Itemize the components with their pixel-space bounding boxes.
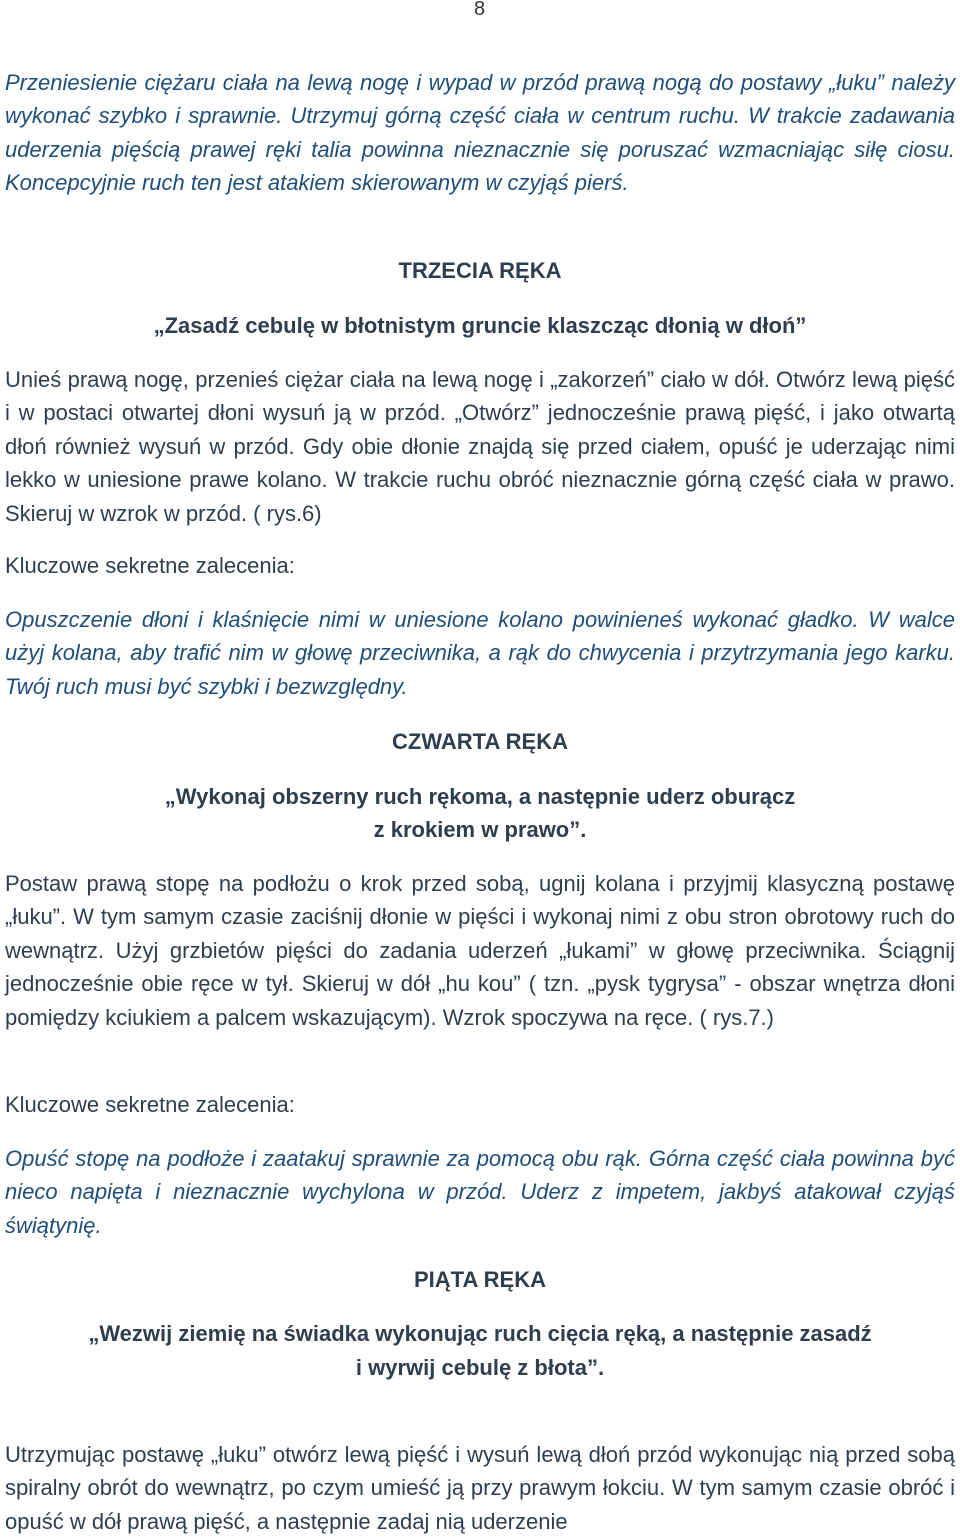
section-body-fifth: Utrzymując postawę „łuku” otwórz lewą pięść i wysuń lewą dłoń przód wykonując nią przed sobą spiralny obrót do wewnątrz, po czym umieść ją przy prawym łokciu. W tym samym czasie obróć i opuść w dół prawą pięść, a następnie zadaj nią uderzenie — [5, 1442, 955, 1534]
key-tips-text-third: Opuszczenie dłoni i klaśnięcie nimi w uniesione kolano powinieneś wykonać gładko. W walce użyj kolana, aby trafić nim w głowę przeciwnika, a rąk do chwycenia i przytrzymania jego karku. Twój ruch musi być szybki i bezwzględny. — [5, 607, 955, 699]
section-heading-third: TRZECIA RĘKA — [398, 258, 562, 283]
intro-paragraph: Przeniesienie ciężaru ciała na lewą nogę i wypad w przód prawą nogą do postawy „łuku” należy wykonać szybko i sprawnie. Utrzymuj górną część ciała w centrum ruchu. W trakcie zadawania uderzenia pięścią prawej ręki talia powinna nieznacznie się poruszać wzmacniając siłę ciosu. Koncepcyjnie ruch ten jest atakiem skierowanym w czyjąś pierś. — [5, 70, 955, 196]
section-subtitle-fourth-line2: z krokiem w prawo”. — [373, 817, 587, 842]
section-body-third: Unieś prawą nogę, przenieś ciężar ciała na lewą nogę i „zakorzeń” ciało w dół. Otwórz lewą pięść i w postaci otwartej dłoni wysuń ją w przód. „Otwórz” jednocześnie prawą pięść, i jako otwartą dłoń również wysuń w przód. Gdy obie dłonie znajdą się przed ciałem, opuść je uderzając nimi lekko w uniesione prawe kolano. W trakcie ruchu obróć nieznacznie górną część ciała w prawo. Skieruj w wzrok w przód. ( rys.6) — [5, 367, 955, 526]
key-tips-label-third: Kluczowe sekretne zalecenia: — [5, 553, 295, 578]
section-heading-fifth: PIĄTA RĘKA — [414, 1267, 546, 1292]
section-subtitle-fifth-line2: i wyrwij cebulę z błota”. — [355, 1355, 605, 1380]
section-body-fourth: Postaw prawą stopę na podłożu o krok przed sobą, ugnij kolana i przyjmij klasyczną postawę „łuku”. W tym samym czasie zaciśnij dłonie w pięści i wykonaj nimi z obu stron obrotowy ruch do wewnątrz. Użyj grzbietów pięści do zadania uderzeń „łukami” w głowę przeciwnika. Ściągnij jednocześnie obie ręce w tył. Skieruj w dół „hu kou” ( tzn. „pysk tygrysa” - obszar wnętrza dłoni pomiędzy kciukiem a palcem wskazującym). Wzrok spoczywa na ręce. ( rys.7.) — [5, 871, 955, 1030]
key-tips-label-fourth: Kluczowe sekretne zalecenia: — [5, 1092, 295, 1117]
page-number: 8 — [474, 0, 486, 20]
section-subtitle-fourth-line1: „Wykonaj obszerny ruch rękoma, a następnie uderz oburącz — [164, 784, 796, 809]
key-tips-text-fourth: Opuść stopę na podłoże i zaatakuj sprawnie za pomocą obu rąk. Górna część ciała powinna być nieco napięta i nieznacznie wychylona w przód. Uderz z impetem, jakbyś atakował czyjąś świątynię. — [5, 1146, 955, 1238]
section-subtitle-fifth-line1: „Wezwij ziemię na świadka wykonując ruch cięcia ręką, a następnie zasadź — [88, 1321, 872, 1346]
section-heading-fourth: CZWARTA RĘKA — [392, 729, 568, 754]
section-subtitle-third: „Zasadź cebulę w błotnistym gruncie klaszcząc dłonią w dłoń” — [153, 313, 807, 338]
